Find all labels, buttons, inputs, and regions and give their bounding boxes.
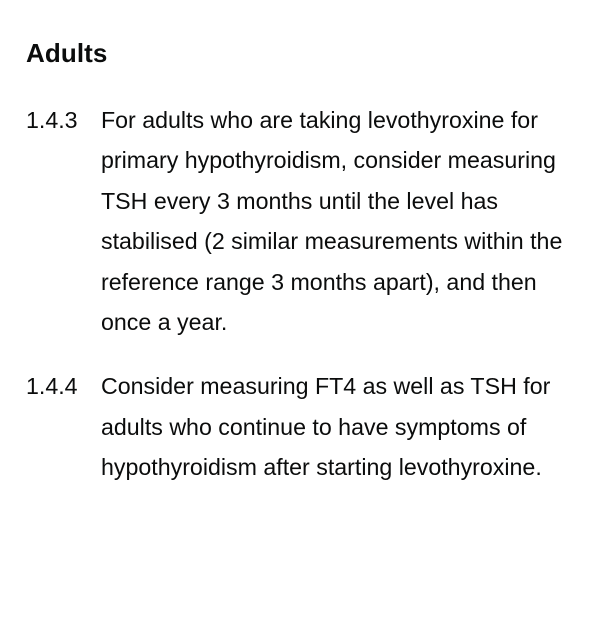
recommendation-1-4-3 bbox=[26, 100, 582, 342]
recommendation-1-4-4 bbox=[26, 366, 582, 487]
section-heading: Adults bbox=[26, 38, 108, 68]
recommendation-text: Consider measuring FT4 as well as TSH for adults who continue to have symptoms of hypothyroidism after starting levothyroxine. bbox=[101, 373, 551, 481]
recommendation-number: 1.4.4 bbox=[26, 373, 78, 400]
recommendation-text: For adults who are taking levothyroxine for primary hypothyroidism, consider measuring TSH every 3 months until the level has stabilised (2 similar measurements within the reference range 3 months apart), and then once a year. bbox=[101, 107, 563, 336]
recommendation-number: 1.4.3 bbox=[26, 107, 78, 133]
